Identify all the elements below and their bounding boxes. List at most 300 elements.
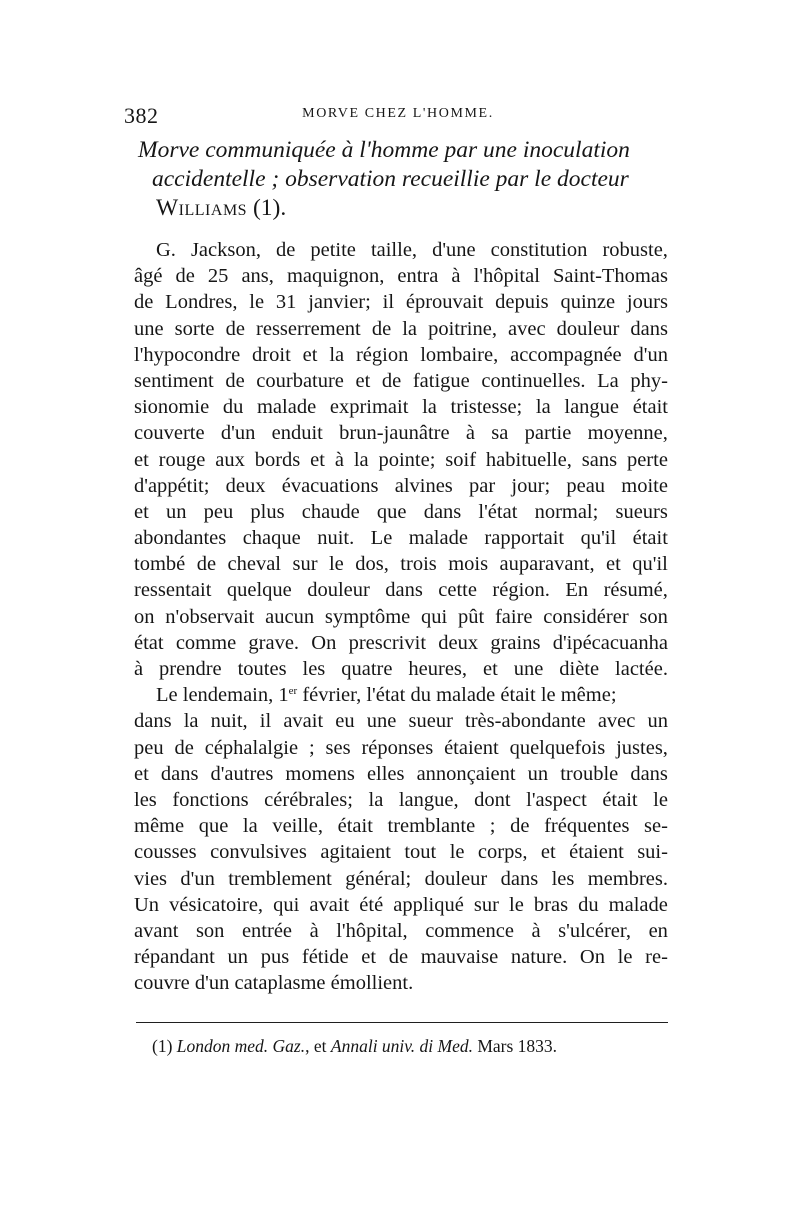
word: chaque — [242, 527, 301, 550]
word: commence — [425, 919, 514, 942]
word: avec — [597, 710, 636, 733]
title-line-2: accidentelle ; observation recueillie par le docteur — [152, 166, 629, 192]
word: son — [639, 605, 668, 628]
body-line — [134, 394, 668, 420]
word: peu — [134, 736, 164, 759]
word: peau — [566, 474, 606, 497]
word: considérer — [543, 605, 629, 628]
line-text-part: Le lendemain, 1 — [156, 684, 289, 707]
word: diète — [559, 658, 600, 680]
word: corps, — [477, 841, 528, 864]
word: aucun — [265, 605, 315, 628]
body-line — [134, 342, 668, 368]
word: à — [531, 919, 541, 942]
word: qu'il — [632, 553, 668, 576]
word: lombaire, — [420, 343, 499, 366]
running-head: MORVE CHEZ L'HOMME. — [302, 106, 494, 121]
word: poitrine, — [428, 317, 497, 340]
word: un — [165, 500, 187, 523]
word: nuit, — [210, 710, 248, 733]
body-line — [134, 970, 668, 996]
word: Saint-Thomas — [552, 265, 668, 288]
word: trois — [400, 553, 437, 576]
word: janvier; — [308, 291, 371, 314]
word: à — [134, 658, 144, 680]
body-line — [134, 473, 668, 499]
word: moite — [621, 474, 668, 497]
word: prendre — [159, 658, 222, 680]
word: sorte — [174, 317, 215, 340]
word: convulsives — [210, 841, 307, 864]
word: En — [565, 579, 589, 602]
word: heures, — [408, 658, 468, 680]
word: sueur — [408, 710, 453, 733]
word: phy- — [630, 369, 668, 392]
body-line — [134, 892, 668, 918]
footnote-connector: , et — [305, 1036, 327, 1056]
word: le — [653, 788, 668, 811]
word: le — [449, 841, 465, 864]
word: pus — [260, 946, 290, 969]
body-line — [134, 708, 668, 734]
word: bords — [254, 448, 301, 471]
word: sur — [292, 553, 318, 576]
word: depuis — [495, 291, 549, 314]
word: peu — [203, 500, 234, 523]
title-line-3 — [138, 194, 668, 223]
word: partie — [524, 422, 572, 445]
title-author: Williams — [156, 195, 248, 221]
word: Jackson, — [190, 239, 261, 261]
word: étaient — [444, 736, 499, 759]
word: dans — [160, 762, 199, 785]
title-line-1: Morve communiquée à l'homme par une inoculation — [138, 137, 630, 163]
word: ses — [325, 736, 351, 759]
word: dans — [385, 579, 423, 602]
word: de — [276, 239, 296, 261]
word: nuit. — [317, 527, 355, 550]
word: sentiment — [134, 369, 214, 392]
word: général; — [345, 867, 412, 890]
word: d'un — [220, 422, 256, 445]
page-number: 382 — [124, 103, 159, 128]
superscript: er — [288, 685, 298, 698]
word: d'une — [432, 239, 476, 261]
word: tout — [404, 841, 437, 864]
body-line — [134, 447, 668, 473]
word: la — [353, 448, 369, 471]
word: mauvaise — [420, 946, 499, 969]
body-line — [134, 604, 668, 630]
word: une — [513, 658, 544, 680]
word: deux — [225, 474, 266, 497]
word: taille, — [370, 239, 418, 261]
word: maquignon, — [286, 265, 385, 288]
body-line — [134, 944, 668, 970]
word: cheval — [227, 553, 282, 576]
word: par — [469, 474, 496, 497]
word: cousses — [134, 841, 197, 864]
body-line — [134, 577, 668, 603]
word: chaude — [301, 500, 360, 523]
word: de — [225, 369, 245, 392]
word: il — [382, 291, 395, 314]
word: soif — [445, 448, 477, 471]
word: resserrement — [256, 317, 361, 340]
word: la — [368, 788, 384, 811]
word: justes, — [616, 736, 668, 759]
word: langue, — [398, 788, 459, 811]
word: ans, — [241, 265, 274, 288]
word: d'un — [180, 867, 215, 890]
word: symptôme — [324, 605, 411, 628]
word: céphalalgie — [204, 736, 299, 759]
word: dos, — [355, 553, 389, 576]
word: fatigue — [412, 369, 470, 392]
footnote-rule — [136, 1022, 668, 1023]
word: avant — [134, 919, 179, 942]
word: faire — [494, 605, 533, 628]
word: comme — [175, 631, 237, 654]
body-line — [134, 237, 668, 263]
word: région — [355, 343, 409, 366]
word: région. — [492, 579, 550, 602]
word: de — [134, 291, 154, 314]
word: deux — [438, 631, 479, 654]
word: fréquentes — [544, 815, 630, 838]
word: membres. — [587, 867, 668, 890]
word: momens — [285, 762, 355, 785]
word: 25 — [207, 265, 229, 288]
word: fétide — [301, 946, 349, 969]
body-text — [134, 237, 668, 996]
word: s'ulcérer, — [558, 919, 632, 942]
word: d'appétit; — [134, 474, 210, 497]
word: tremblante — [387, 815, 476, 838]
word: fonctions — [172, 788, 249, 811]
word: et — [134, 448, 149, 471]
word: était — [632, 527, 668, 550]
word: abondantes — [134, 527, 227, 550]
title-footnote-ref: (1). — [252, 195, 287, 221]
word: la — [242, 815, 258, 838]
footnote-marker: (1) — [152, 1036, 173, 1056]
word: se- — [644, 815, 668, 838]
word: l'hôpital — [473, 265, 540, 288]
word: sa — [491, 422, 509, 445]
word: répandant — [134, 946, 215, 969]
word: réponses — [361, 736, 434, 759]
word: dans — [500, 867, 539, 890]
word: même — [134, 815, 185, 838]
word: G. — [156, 239, 176, 261]
word: jours — [626, 291, 668, 314]
word: n'observait — [165, 605, 255, 628]
word: vies — [134, 867, 168, 890]
word: agitaient — [320, 841, 391, 864]
word: douleur — [556, 317, 620, 340]
word: constitution — [490, 239, 588, 261]
word: un — [647, 710, 668, 733]
word: d'ipécacuanha — [552, 631, 668, 654]
word: lactée. — [615, 658, 668, 680]
word: était — [602, 788, 638, 811]
word: un — [527, 762, 549, 785]
word: d'un — [633, 343, 668, 366]
word: dans — [630, 317, 668, 340]
body-line — [134, 839, 668, 865]
word: droit — [252, 343, 291, 366]
footnote — [152, 1036, 557, 1057]
body-line — [134, 420, 668, 446]
word: il — [259, 710, 272, 733]
word: à — [451, 265, 461, 288]
word: mois — [448, 553, 489, 576]
word: trouble — [560, 762, 619, 785]
body-line — [134, 551, 668, 577]
word: avait — [283, 710, 324, 733]
line-text: couvre d'un cataplasme émollient. — [134, 972, 414, 995]
word: alvines — [394, 474, 453, 497]
word: malade — [256, 396, 317, 419]
word: le — [249, 291, 265, 314]
footnote-source-2: Annali univ. di Med. — [330, 1036, 473, 1056]
word: eu — [335, 710, 355, 733]
line-text — [156, 682, 617, 708]
word: petite — [310, 239, 356, 261]
word: cette — [438, 579, 477, 602]
word: habituelle, — [485, 448, 572, 471]
footnote-date: Mars 1833. — [477, 1036, 558, 1056]
word: Le — [370, 527, 393, 550]
word: sui- — [637, 841, 668, 864]
word: quatre — [341, 658, 393, 680]
line-text-part: février, l'état du malade était le même; — [297, 684, 617, 707]
word: On — [579, 946, 605, 969]
word: auparavant, — [499, 553, 595, 576]
page-header — [124, 103, 672, 127]
word: 31 — [275, 291, 297, 314]
word: le — [328, 553, 344, 576]
body-line — [134, 787, 668, 813]
word: sur — [473, 893, 499, 916]
word: de — [510, 815, 530, 838]
word: était — [337, 815, 373, 838]
word: douleur — [424, 867, 488, 890]
word: et — [302, 343, 318, 366]
word: bras — [533, 893, 569, 916]
word: l'aspect — [526, 788, 587, 811]
word: cérébrales; — [264, 788, 353, 811]
word: d'autres — [210, 762, 274, 785]
word: une — [134, 317, 164, 340]
word: re- — [645, 946, 668, 969]
word: dans — [134, 710, 172, 733]
word: avait — [309, 893, 350, 916]
word: rapportait — [484, 527, 565, 550]
word: dans — [423, 500, 462, 523]
word: et — [310, 448, 325, 471]
word: aux — [215, 448, 245, 471]
word: grave. — [248, 631, 300, 654]
word: du — [222, 396, 244, 419]
word: quelquefois — [509, 736, 606, 759]
word: enduit — [271, 422, 323, 445]
word: et — [134, 762, 149, 785]
word: éprouvait — [405, 291, 484, 314]
body-line — [134, 263, 668, 289]
footnote-source-1: London med. Gaz. — [176, 1036, 306, 1056]
word: de — [388, 946, 409, 969]
word: à — [334, 448, 344, 471]
body-line — [134, 918, 668, 944]
word: entra — [397, 265, 439, 288]
word: ; — [489, 815, 496, 838]
word: de — [196, 553, 217, 576]
word: rouge — [158, 448, 206, 471]
word: l'hôpital, — [336, 919, 408, 942]
word: résumé, — [603, 579, 668, 602]
word: un — [227, 946, 249, 969]
word: à — [465, 422, 475, 445]
word: les — [134, 788, 157, 811]
body-line — [134, 289, 668, 315]
body-line — [134, 735, 668, 761]
word: sans — [581, 448, 618, 471]
word: qui — [421, 605, 448, 628]
word: quinze — [560, 291, 616, 314]
word: courbature — [256, 369, 344, 392]
word: moyenne, — [587, 422, 668, 445]
word: Un — [134, 893, 160, 916]
word: était — [632, 396, 668, 419]
word: été — [359, 893, 384, 916]
word: brun-jaunâtre — [339, 422, 450, 445]
word: de — [371, 317, 392, 340]
word: jour; — [511, 474, 551, 497]
word: pointe; — [378, 448, 436, 471]
word: de — [174, 736, 194, 759]
word: la — [183, 710, 199, 733]
word: grains — [490, 631, 541, 654]
word: malade — [408, 527, 468, 550]
word: plus — [250, 500, 285, 523]
word: l'état — [478, 500, 518, 523]
word: continuelles. — [481, 369, 586, 392]
word: dont — [474, 788, 511, 811]
word: la — [402, 317, 418, 340]
word: une — [366, 710, 397, 733]
word: tremblement — [228, 867, 332, 890]
word: de — [225, 317, 245, 340]
body-line — [134, 499, 668, 525]
word: exprimait — [329, 396, 409, 419]
word: l'hypocondre — [134, 343, 241, 366]
word: évacuations — [281, 474, 379, 497]
word: tombé — [134, 553, 186, 576]
word: très-abondante — [465, 710, 586, 733]
word: et — [606, 553, 621, 576]
word: qui — [273, 893, 300, 916]
word: elles — [366, 762, 405, 785]
word: vésicatoire, — [169, 893, 264, 916]
word: de — [175, 265, 195, 288]
word: quelque — [226, 579, 292, 602]
word: et — [134, 500, 149, 523]
word: Londres, — [165, 291, 238, 314]
word: la — [535, 396, 551, 419]
word: On — [311, 631, 337, 654]
body-line — [134, 525, 668, 551]
word: et — [482, 658, 498, 680]
word: le — [509, 893, 524, 916]
word: du — [578, 893, 599, 916]
word: tristesse; — [450, 396, 523, 419]
word: normal; — [534, 500, 599, 523]
word: que — [198, 815, 229, 838]
word: et — [540, 841, 556, 864]
word: couverte — [134, 422, 205, 445]
word: de — [381, 369, 402, 392]
body-line — [134, 630, 668, 656]
word: le — [617, 946, 633, 969]
word: malade — [608, 893, 668, 916]
word: sionomie — [134, 396, 210, 419]
word: et — [361, 946, 377, 969]
article-title — [138, 136, 668, 223]
word: nature. — [510, 946, 568, 969]
body-line — [134, 682, 668, 708]
word: avec — [508, 317, 546, 340]
word: sueurs — [615, 500, 668, 523]
word: langue — [564, 396, 620, 419]
word: les — [551, 867, 575, 890]
word: en — [648, 919, 668, 942]
word: prescrivit — [348, 631, 427, 654]
word: douleur — [307, 579, 370, 602]
body-line — [134, 656, 668, 682]
word: robuste, — [602, 239, 668, 261]
word: perte — [626, 448, 668, 471]
word: dans — [630, 762, 668, 785]
word: ; — [308, 736, 315, 759]
word: que — [376, 500, 407, 523]
word: La — [597, 369, 619, 392]
body-line — [134, 761, 668, 787]
body-line — [134, 368, 668, 394]
body-line — [134, 316, 668, 342]
word: veille, — [272, 815, 323, 838]
word: âgé — [134, 265, 163, 288]
word: à — [309, 919, 319, 942]
word: son — [195, 919, 225, 942]
word: pût — [458, 605, 485, 628]
body-line — [134, 866, 668, 892]
body-line — [134, 813, 668, 839]
word: on — [134, 605, 155, 628]
word: ressentait — [134, 579, 212, 602]
word: étaient — [569, 841, 624, 864]
word: les — [302, 658, 326, 680]
word: entrée — [241, 919, 293, 942]
word: la — [329, 343, 345, 366]
word: toutes — [237, 658, 287, 680]
word: la — [422, 396, 437, 419]
word: accompagnée — [510, 343, 622, 366]
word: appliqué — [393, 893, 464, 916]
word: et — [355, 369, 371, 392]
word: qu'il — [580, 527, 617, 550]
